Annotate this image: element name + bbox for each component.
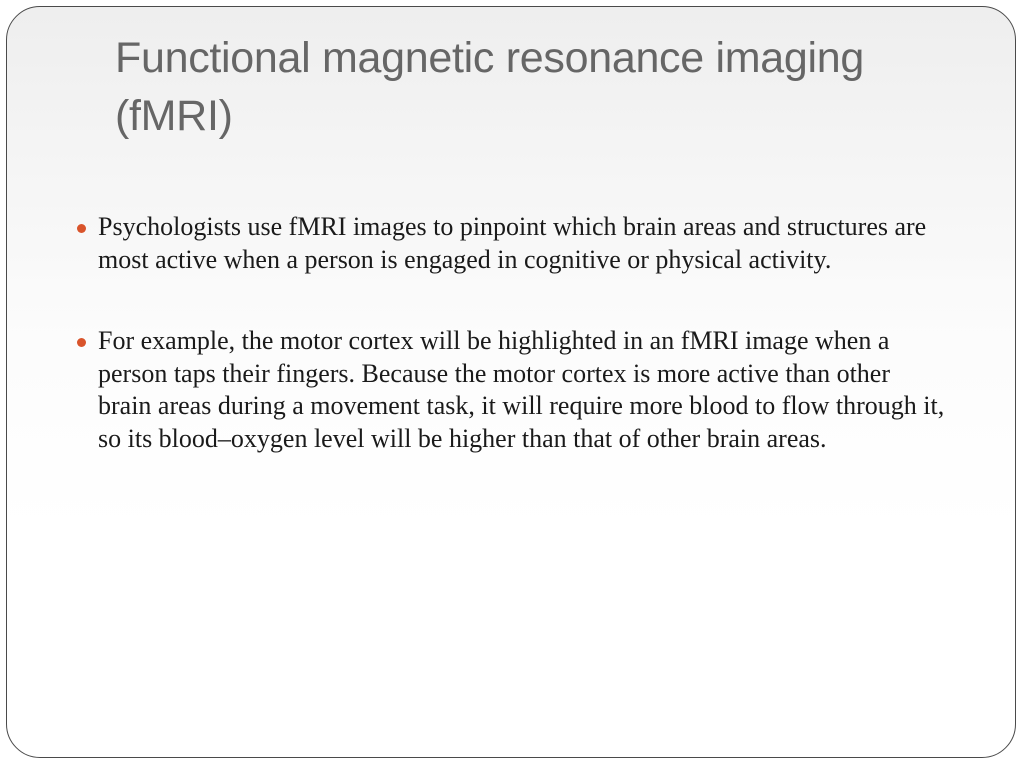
slide-title: Functional magnetic resonance imaging (fMRI) [115, 34, 865, 140]
slide-frame [6, 6, 1016, 758]
bullet-text: For example, the motor cortex will be highlighted in an fMRI image when a person taps their fingers. Because the motor cortex is more active than other brain areas during a movement task, it will require more blood to flow through it, so its blood–oxygen level will be higher than that of other brain areas. [98, 326, 945, 453]
round-bullet-icon [77, 224, 86, 233]
bullet-text: Psychologists use fMRI images to pinpoint which brain areas and structures are most active when a person is engaged in cognitive or physical activity. [98, 212, 927, 274]
bullet-item [77, 211, 947, 276]
bullet-item [77, 325, 947, 455]
bullet-list [77, 211, 947, 504]
round-bullet-icon [77, 338, 86, 347]
